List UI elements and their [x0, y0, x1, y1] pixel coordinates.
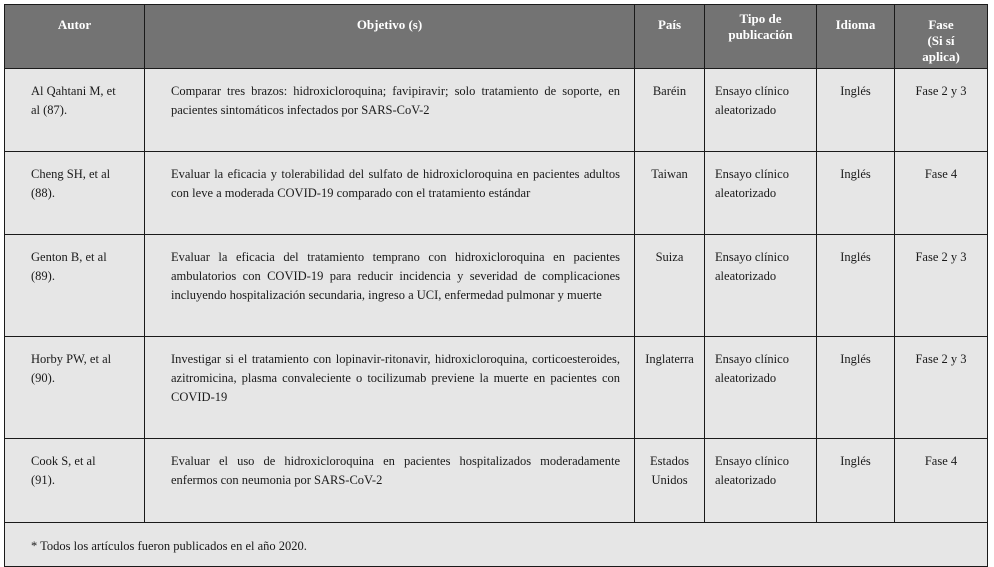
cell-objetivo: Comparar tres brazos: hidroxicloroquina; favipiravir; solo tratamiento de soporte, en pacientes sintomáticos infectados por SARS-CoV-2	[145, 69, 635, 152]
table-row	[5, 337, 988, 439]
cell-tipo: Ensayo clínico aleatorizado	[705, 69, 817, 152]
cell-fase: Fase 2 y 3	[895, 69, 988, 152]
cell-objetivo: Evaluar el uso de hidroxicloroquina en pacientes hospitalizados moderadamente enfermos con neumonia por SARS-CoV-2	[145, 439, 635, 523]
footnote: * Todos los artículos fueron publicados en el año 2020.	[5, 523, 988, 567]
cell-autor: Al Qahtani M, et al (87).	[5, 69, 145, 152]
cell-idioma: Inglés	[817, 69, 895, 152]
cell-idioma: Inglés	[817, 439, 895, 523]
table-row	[5, 439, 988, 523]
cell-pais: Suiza	[635, 235, 705, 337]
cell-pais: Estados Unidos	[635, 439, 705, 523]
cell-pais: Inglaterra	[635, 337, 705, 439]
cell-autor: Cook S, et al (91).	[5, 439, 145, 523]
cell-fase: Fase 4	[895, 152, 988, 235]
table-row	[5, 235, 988, 337]
header-tipo-publicacion: Tipo de publicación	[705, 5, 817, 69]
header-fase: Fase (Si sí aplica)	[895, 5, 988, 69]
table-row	[5, 69, 988, 152]
cell-fase: Fase 2 y 3	[895, 235, 988, 337]
footnote-row	[5, 523, 988, 567]
header-autor: Autor	[5, 5, 145, 69]
cell-objetivo: Investigar si el tratamiento con lopinavir-ritonavir, hidroxicloroquina, corticoesteroides, azitromicina, plasma convaleciente o tocilizumab previene la muerte en pacientes con COVID-19	[145, 337, 635, 439]
table-row	[5, 152, 988, 235]
header-idioma: Idioma	[817, 5, 895, 69]
cell-tipo: Ensayo clínico aleatorizado	[705, 439, 817, 523]
studies-table-container	[4, 4, 987, 567]
cell-idioma: Inglés	[817, 337, 895, 439]
header-pais: País	[635, 5, 705, 69]
cell-fase: Fase 4	[895, 439, 988, 523]
cell-tipo: Ensayo clínico aleatorizado	[705, 235, 817, 337]
cell-pais: Baréin	[635, 69, 705, 152]
cell-autor: Genton B, et al (89).	[5, 235, 145, 337]
header-objetivo: Objetivo (s)	[145, 5, 635, 69]
cell-objetivo: Evaluar la eficacia del tratamiento temprano con hidroxicloroquina en pacientes ambulatorios con COVID-19 para reducir incidencia y severidad de complicaciones incluyendo hospitalización secundaria, ingreso a UCI, enfermedad pulmonar y muerte	[145, 235, 635, 337]
cell-fase: Fase 2 y 3	[895, 337, 988, 439]
cell-tipo: Ensayo clínico aleatorizado	[705, 152, 817, 235]
cell-autor: Cheng SH, et al (88).	[5, 152, 145, 235]
studies-table	[4, 4, 988, 567]
header-row	[5, 5, 988, 69]
cell-idioma: Inglés	[817, 235, 895, 337]
cell-autor: Horby PW, et al (90).	[5, 337, 145, 439]
cell-tipo: Ensayo clínico aleatorizado	[705, 337, 817, 439]
cell-idioma: Inglés	[817, 152, 895, 235]
cell-pais: Taiwan	[635, 152, 705, 235]
cell-objetivo: Evaluar la eficacia y tolerabilidad del sulfato de hidroxicloroquina en pacientes adultos con leve a moderada COVID-19 comparado con el tratamiento estándar	[145, 152, 635, 235]
